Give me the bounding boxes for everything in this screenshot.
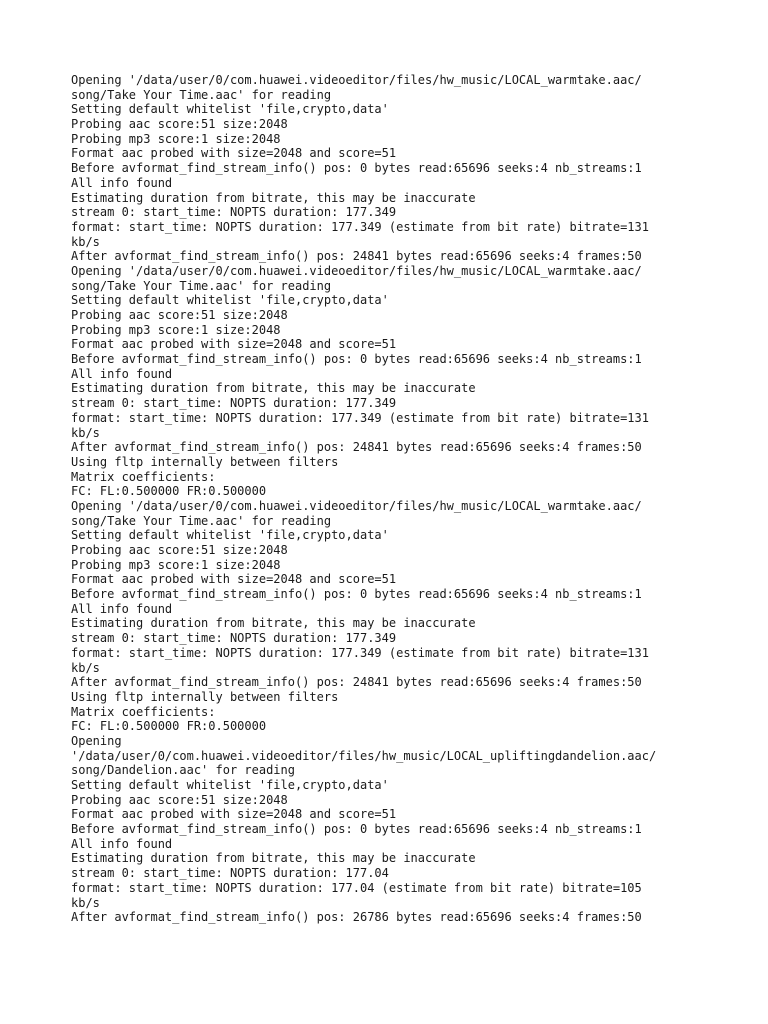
- log-line: All info found: [71, 836, 173, 851]
- log-line: Setting default whitelist 'file,crypto,data': [71, 293, 389, 308]
- log-line: Estimating duration from bitrate, this may be inaccurate: [71, 381, 476, 396]
- log-line: song/Take Your Time.aac' for reading: [71, 513, 332, 528]
- log-line: Probing aac score:51 size:2048: [71, 543, 288, 557]
- log-line: Format aac probed with size=2048 and score=51: [71, 572, 397, 587]
- log-line: format: start_time: NOPTS duration: 177.349 (estimate from bit rate) bitrate=131: [71, 645, 649, 660]
- log-line: '/data/user/0/com.huawei.videoeditor/files/hw_music/LOCAL_upliftingdandelion.aac/: [71, 748, 657, 763]
- log-line: Estimating duration from bitrate, this may be inaccurate: [71, 190, 476, 205]
- log-line: format: start_time: NOPTS duration: 177.349 (estimate from bit rate) bitrate=131: [71, 410, 649, 425]
- log-line: Before avformat_find_stream_info() pos: 0 bytes read:65696 seeks:4 nb_streams:1: [71, 587, 642, 602]
- log-line: After avformat_find_stream_info() pos: 24841 bytes read:65696 seeks:4 frames:50: [71, 249, 642, 264]
- log-line: Using fltp internally between filters: [71, 454, 339, 469]
- log-line: Before avformat_find_stream_info() pos: 0 bytes read:65696 seeks:4 nb_streams:1: [71, 822, 642, 837]
- log-line: Format aac probed with size=2048 and score=51: [71, 807, 397, 822]
- log-line: song/Dandelion.aac' for reading: [71, 763, 295, 778]
- log-line: kb/s: [71, 425, 100, 440]
- log-line: Setting default whitelist 'file,crypto,data': [71, 778, 389, 792]
- log-line: Matrix coefficients:: [71, 704, 216, 719]
- log-line: Using fltp internally between filters: [71, 689, 339, 704]
- log-text-block: [71, 73, 731, 925]
- log-line: Estimating duration from bitrate, this may be inaccurate: [71, 616, 476, 631]
- log-line: Opening: [71, 733, 122, 748]
- log-line: Probing mp3 score:1 size:2048: [71, 131, 281, 146]
- log-line: stream 0: start_time: NOPTS duration: 177.349: [71, 205, 397, 220]
- log-line: Opening '/data/user/0/com.huawei.videoeditor/files/hw_music/LOCAL_warmtake.aac/: [71, 73, 642, 87]
- log-line: Format aac probed with size=2048 and score=51: [71, 337, 397, 352]
- log-line: After avformat_find_stream_info() pos: 24841 bytes read:65696 seeks:4 frames:50: [71, 440, 642, 455]
- log-line: Before avformat_find_stream_info() pos: 0 bytes read:65696 seeks:4 nb_streams:1: [71, 352, 642, 367]
- log-line: kb/s: [71, 660, 100, 675]
- log-line: stream 0: start_time: NOPTS duration: 177.349: [71, 396, 397, 411]
- log-line: stream 0: start_time: NOPTS duration: 177.349: [71, 631, 397, 646]
- log-line: Setting default whitelist 'file,crypto,data': [71, 528, 389, 543]
- log-line: Opening '/data/user/0/com.huawei.videoeditor/files/hw_music/LOCAL_warmtake.aac/: [71, 498, 642, 513]
- log-line: Opening '/data/user/0/com.huawei.videoeditor/files/hw_music/LOCAL_warmtake.aac/: [71, 263, 642, 278]
- log-line: Before avformat_find_stream_info() pos: 0 bytes read:65696 seeks:4 nb_streams:1: [71, 161, 642, 176]
- log-line: format: start_time: NOPTS duration: 177.349 (estimate from bit rate) bitrate=131: [71, 219, 649, 234]
- log-line: Setting default whitelist 'file,crypto,data': [71, 102, 389, 117]
- log-line: FC: FL:0.500000 FR:0.500000: [71, 484, 267, 499]
- log-line: Matrix coefficients:: [71, 469, 216, 484]
- log-line: song/Take Your Time.aac' for reading: [71, 87, 332, 102]
- log-line: Probing mp3 score:1 size:2048: [71, 322, 281, 337]
- log-line: After avformat_find_stream_info() pos: 24841 bytes read:65696 seeks:4 frames:50: [71, 675, 642, 690]
- log-line: After avformat_find_stream_info() pos: 26786 bytes read:65696 seeks:4 frames:50: [71, 910, 642, 925]
- log-line: Probing mp3 score:1 size:2048: [71, 557, 281, 572]
- log-line: Estimating duration from bitrate, this may be inaccurate: [71, 851, 476, 866]
- log-line: kb/s: [71, 895, 100, 910]
- log-line: song/Take Your Time.aac' for reading: [71, 278, 332, 293]
- log-line: All info found: [71, 366, 173, 381]
- log-line: kb/s: [71, 234, 100, 249]
- log-line: All info found: [71, 175, 173, 190]
- log-line: stream 0: start_time: NOPTS duration: 177.04: [71, 866, 389, 881]
- log-line: Probing aac score:51 size:2048: [71, 117, 288, 132]
- log-line: FC: FL:0.500000 FR:0.500000: [71, 719, 267, 734]
- log-line: Probing aac score:51 size:2048: [71, 792, 288, 807]
- log-line: All info found: [71, 601, 173, 616]
- log-line: Format aac probed with size=2048 and score=51: [71, 146, 397, 161]
- log-line: Probing aac score:51 size:2048: [71, 308, 288, 322]
- log-line: format: start_time: NOPTS duration: 177.04 (estimate from bit rate) bitrate=105: [71, 880, 642, 895]
